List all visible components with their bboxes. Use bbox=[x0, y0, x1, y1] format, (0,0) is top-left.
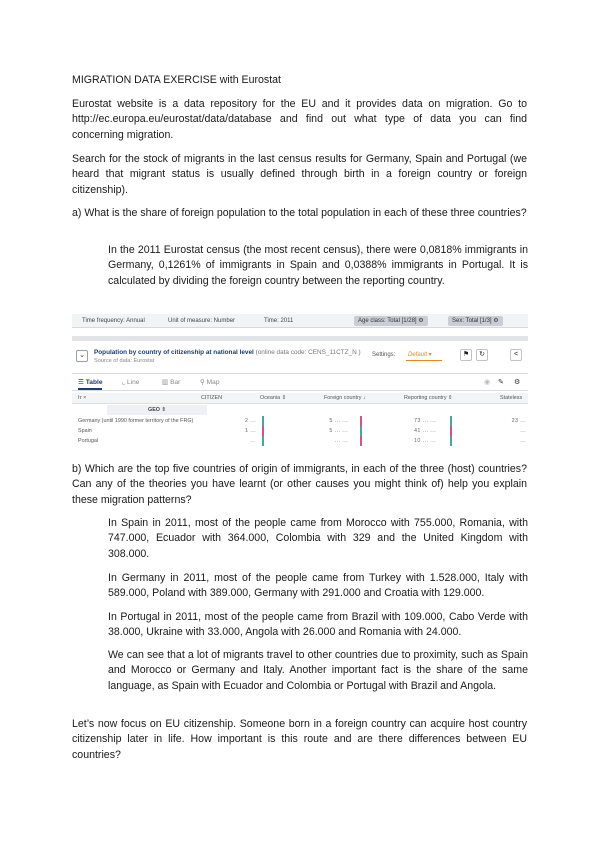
dataset-title: Population by country of citizenship at national level (online data code: CENS_11CTZ_N ) bbox=[94, 349, 361, 356]
table-row bbox=[72, 426, 528, 436]
table-header-row bbox=[72, 393, 528, 404]
final-paragraph: Let’s now focus on EU citizenship. Someone born in a foreign country can acquire host country citizenship later in life. How important is this route and are there differences between EU countries? bbox=[72, 718, 527, 761]
table-cell: 1 ... bbox=[245, 428, 256, 434]
question-a: a) What is the share of foreign population to the total population in each of these three countries? bbox=[72, 207, 527, 219]
table-cell: ... ... bbox=[334, 438, 348, 444]
table-cell: 41 ... ... bbox=[414, 428, 436, 434]
settings-select[interactable]: Default ▾ bbox=[406, 350, 442, 361]
tab-bar[interactable]: ▥ Bar bbox=[162, 379, 181, 386]
marker bbox=[450, 416, 452, 426]
refresh-icon[interactable]: ↻ bbox=[476, 349, 488, 361]
settings-icon: ⚙ bbox=[493, 318, 499, 324]
table-cell: 73 ... ... bbox=[414, 418, 436, 424]
marker bbox=[450, 436, 452, 446]
filter-age-class[interactable]: Age class: Total [1/28] ⚙ bbox=[354, 316, 428, 326]
table-corner[interactable]: ŀr × bbox=[78, 395, 87, 401]
search-paragraph: Search for the stock of migrants in the last census results for Germany, Spain and Portugal (we heard that migrant status is usually defined through birth in a foreign country or foreign citizenship). bbox=[72, 153, 527, 196]
filter-time[interactable]: Time: 2011 bbox=[264, 318, 294, 324]
marker bbox=[262, 426, 264, 436]
answer-a: In the 2011 Eurostat census (the most recent census), there were 0,0818% immigrants in Germany, 0,1261% of immigrants in Spain and 0,0388% immigrants in Portugal. It is calculated by dividing the foreign country between the reporting country. bbox=[108, 244, 528, 287]
answer-b-portugal: In Portugal in 2011, most of the people came from Brazil with 109.000, Cabo Verde with 38.000, Ukraine with 33.000, Angola with 26.000 and Romania with 24.000. bbox=[108, 611, 528, 639]
edit-icon[interactable]: ✎ bbox=[498, 379, 504, 386]
table-cell: 2 ... bbox=[245, 418, 256, 424]
filter-unit[interactable]: Unit of measure: Number bbox=[168, 318, 236, 324]
table-row bbox=[72, 416, 528, 426]
table-row bbox=[72, 436, 528, 446]
filter-sex[interactable]: Sex: Total [1/3] ⚙ bbox=[448, 316, 503, 326]
column-header[interactable]: Stateless bbox=[500, 395, 523, 401]
table-cell: 5 ... ... bbox=[329, 418, 348, 424]
filter-bar bbox=[72, 314, 528, 328]
intro-paragraph: Eurostat website is a data repository for the EU and it provides data on migration. Go to http://ec.europa.eu/eurostat/data/database and find out what type of data you can find concerning migration. bbox=[72, 98, 527, 141]
table-cell: ... bbox=[520, 438, 526, 444]
dataset-code: (online data code: CENS_11CTZ_N ) bbox=[255, 349, 361, 356]
eurostat-screenshot bbox=[72, 314, 528, 450]
table-cell: 23 ... bbox=[511, 418, 526, 424]
filter-time-frequency[interactable]: Time frequency: Annual bbox=[82, 318, 145, 324]
settings-icon: ⚙ bbox=[418, 318, 424, 324]
view-tabs bbox=[72, 375, 528, 391]
row-label: Spain bbox=[78, 428, 92, 434]
marker bbox=[450, 426, 452, 436]
divider bbox=[72, 336, 528, 341]
settings-label: Settings: bbox=[372, 352, 396, 358]
pin-icon[interactable]: ◉ bbox=[484, 379, 491, 386]
tab-map[interactable]: ⚲ Map bbox=[200, 379, 220, 386]
dataset-source: Source of data: Eurostat bbox=[94, 358, 155, 364]
marker bbox=[360, 416, 362, 426]
answer-b-discussion: We can see that a lot of migrants travel to other countries due to proximity, such as Spain and Morocco or Germany and Italy. Another important fact is the share of the same language, as Spain with Ecuador and Colombia or Portugal with Brazil and Angola. bbox=[108, 649, 528, 692]
share-icon[interactable]: < bbox=[510, 349, 522, 361]
tab-line[interactable]: ⌞ Line bbox=[122, 379, 140, 386]
tab-table[interactable]: ☰ Table bbox=[78, 378, 102, 390]
table-cell: ... bbox=[250, 438, 256, 444]
column-header[interactable]: Foreign country ↓ bbox=[324, 395, 366, 401]
citizen-label: CITIZEN bbox=[201, 395, 222, 401]
row-label: Portugal bbox=[78, 438, 99, 444]
table-cell: 5 ... ... bbox=[329, 428, 348, 434]
marker bbox=[262, 436, 264, 446]
column-header[interactable]: Oceania ⇕ bbox=[260, 395, 287, 401]
marker bbox=[262, 416, 264, 426]
column-header[interactable]: Reporting country ⇕ bbox=[404, 395, 453, 401]
gear-icon[interactable]: ⚙ bbox=[514, 379, 521, 386]
marker bbox=[360, 436, 362, 446]
answer-b-spain: In Spain in 2011, most of the people came from Morocco with 755.000, Romania, with 747.000, Ecuador with 364.000, Colombia with 329 and the United Kingdom with 308.000. bbox=[108, 517, 528, 560]
flag-icon[interactable]: ⚑ bbox=[460, 349, 472, 361]
geo-header[interactable]: GEO ⇕ bbox=[107, 405, 207, 415]
marker bbox=[360, 426, 362, 436]
table-cell: ... bbox=[520, 428, 526, 434]
chevron-down-icon[interactable]: ⌄ bbox=[76, 350, 88, 362]
answer-b-germany: In Germany in 2011, most of the people came from Turkey with 1.528.000, Italy with 589.000, Poland with 389.000, Germany with 291.000 and Croatia with 129.000. bbox=[108, 572, 528, 600]
question-b: b) Which are the top five countries of origin of immigrants, in each of the three (host) countries? Can any of the theories you have learnt (or other causes you might think of) help you explain these migration patterns? bbox=[72, 463, 527, 506]
row-label: Germany (until 1990 former territory of the FRG) bbox=[78, 418, 194, 424]
dataset-header bbox=[72, 344, 528, 374]
table-cell: 10 ... ... bbox=[414, 438, 436, 444]
document-title: MIGRATION DATA EXERCISE with Eurostat bbox=[72, 74, 281, 86]
